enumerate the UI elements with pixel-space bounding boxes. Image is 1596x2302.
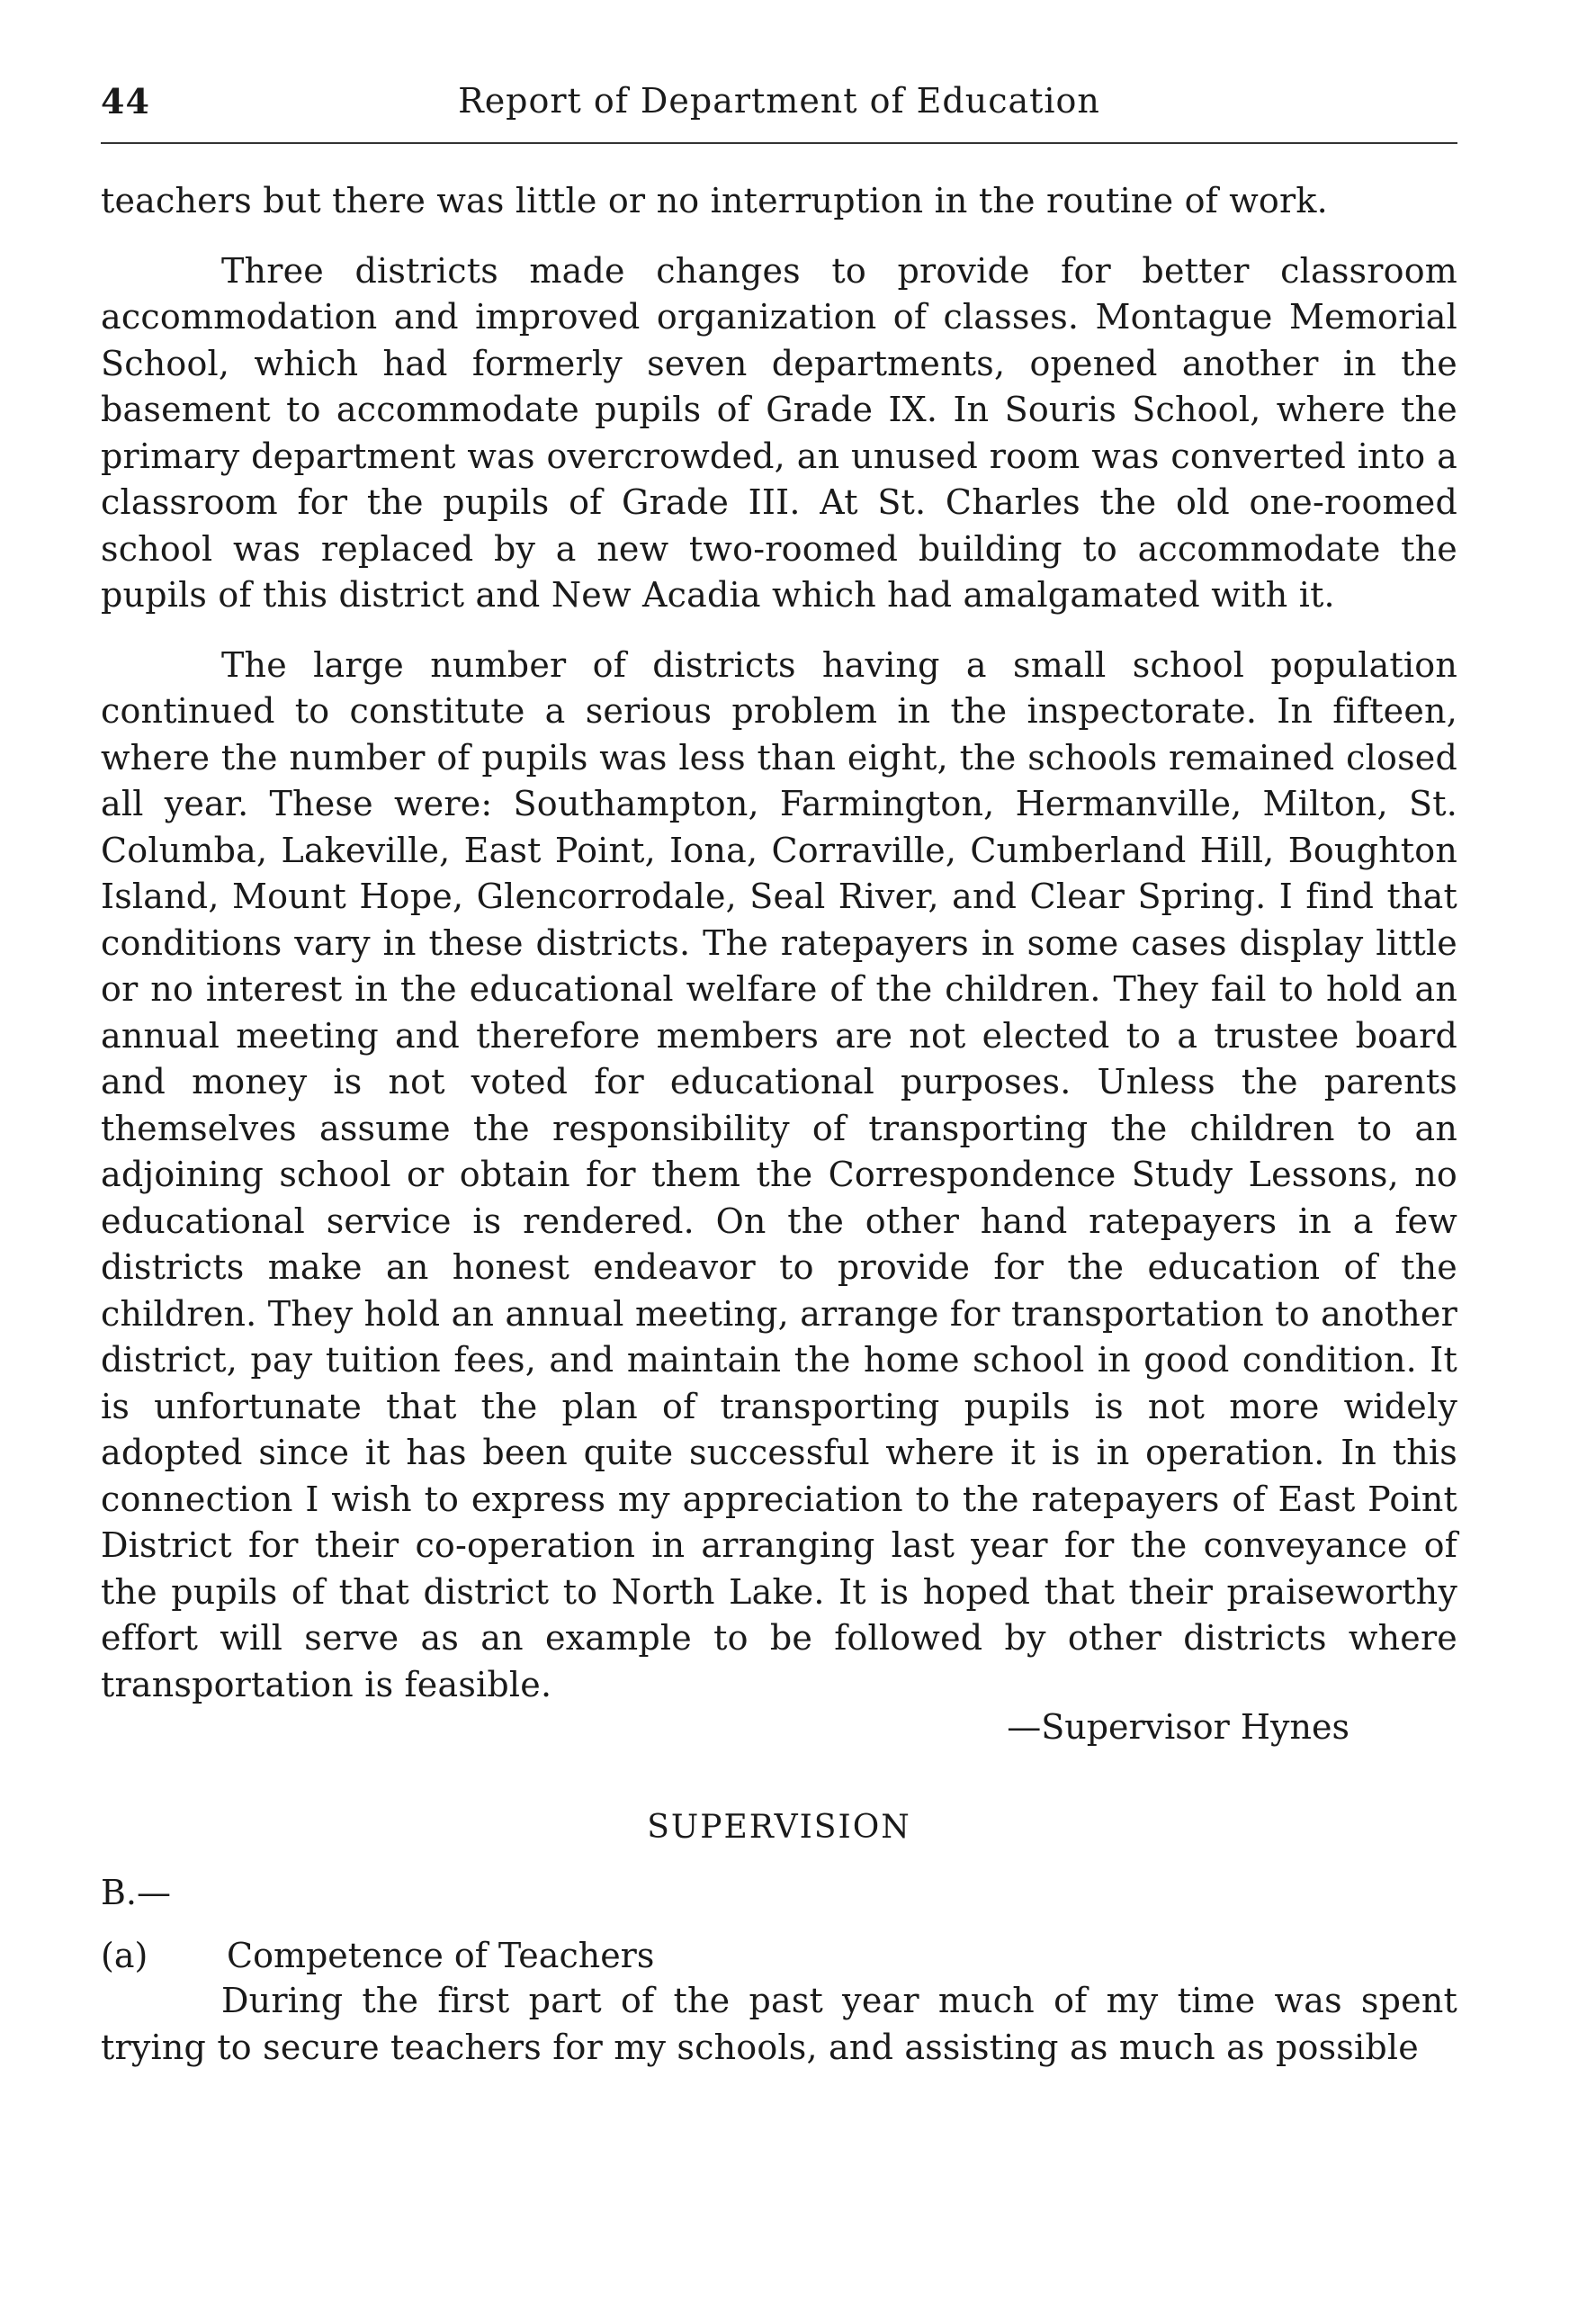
section-heading: SUPERVISION	[647, 1809, 911, 1846]
item-marker: (a)	[101, 1936, 148, 1975]
signature: —Supervisor Hynes	[1007, 1707, 1349, 1747]
item-heading	[101, 1933, 1457, 1978]
running-head: Report of Department of Education	[458, 81, 1100, 121]
page-number: 44	[101, 81, 150, 121]
paragraph-small-districts: The large number of districts having a small school population continued to constitute a serious problem in the inspectorate. In fifteen, where the number of pupils was less than eight, the schools remained closed all year. These were: Southampton, Farmington, Hermanville, Milton, St. Columba, Lakeville, East Point, Iona, Corraville, Cumberland Hill, Boughton Island, Mount Hope, Glencorrodale, Seal River, and Clear Spring. I find that conditions vary in these districts. The ratepayers in some cases display little or no interest in the educational welfare of the children. They fail to hold an annual meeting and therefore members are not elected to a trustee board and money is not voted for educational purposes. Unless the parents themselves assume the responsibility of transporting the children to an adjoining school or obtain for them the Correspondence Study Lessons, no educational service is rendered. On the other hand ratepayers in a few districts make an honest endeavor to provide for the education of the children. They hold an annual meeting, arrange for transportation to another district, pay tuition fees, and maintain the home school in good condition. It is unfortunate that the plan of transporting pupils is not more widely adopted since it has been quite successful where it is in operation. In this connection I wish to express my appreciation to the ratepayers of East Point District for their co-operation in arranging last year for the conveyance of the pupils of that district to North Lake. It is hoped that their praiseworthy effort will serve as an example to be followed by other districts where transportation is feasible.	[101, 644, 1457, 1704]
paragraph-competence: During the first part of the past year much of my time was spent trying to secure teachers for my schools, and assisting as much as possible	[101, 1981, 1457, 2067]
section-label: B.—	[101, 1873, 172, 1912]
page-header	[101, 81, 1457, 135]
paragraph-classroom-changes: Three districts made changes to provide for better classroom accommodation and improved organization of classes. Montague Memorial School, which had formerly seven departments, opened another in the basement to accommodate pupils of Grade IX. In Souris School, where the primary department was overcrowded, an unused room was converted into a classroom for the pupils of Grade III. At St. Charles the old one-roomed school was replaced by a new two-roomed building to accommodate the pupils of this district and New Acadia which had amalgamated with it.	[101, 250, 1457, 615]
item-title: Competence of Teachers	[227, 1936, 655, 1975]
paragraph-continuation: teachers but there was little or no interruption in the routine of work.	[101, 181, 1328, 220]
document-page	[101, 81, 1457, 2071]
header-rule	[101, 142, 1457, 144]
